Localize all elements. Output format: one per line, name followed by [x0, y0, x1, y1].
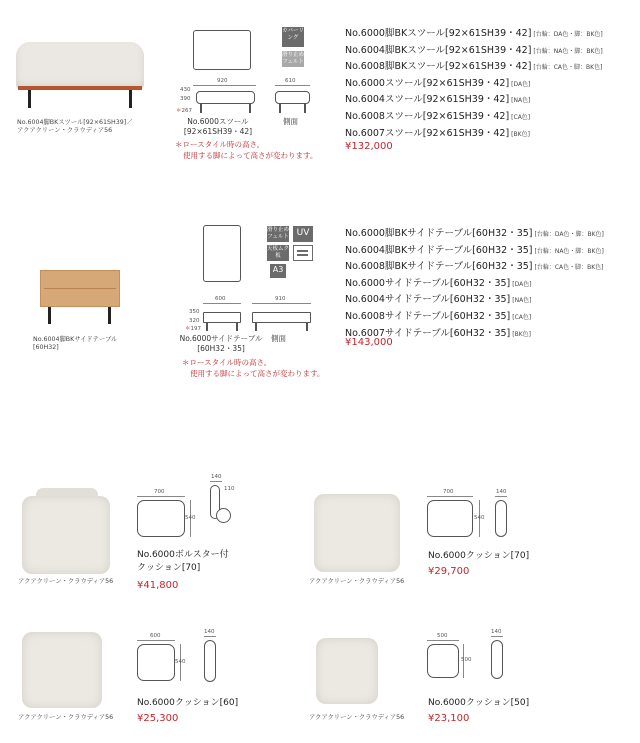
stool-photo	[16, 42, 144, 112]
cushion-3-name: No.6000クッション[60]	[137, 698, 239, 708]
side-table-product-list	[345, 226, 604, 342]
side-table-diagram-caption-line1: No.6000サイドテーブル	[179, 334, 263, 343]
stool-height-430: 430	[180, 87, 191, 93]
cushion-4-side-view	[491, 640, 503, 679]
stool-product-row: No.6000スツール[92×61SH39・42] [DA色]	[345, 77, 531, 89]
cushion-4-dim-height: 500	[461, 657, 472, 663]
side-table-product-row: No.6008サイドテーブル[60H32・35] [CA色]	[345, 310, 532, 322]
stool-height-267: 267	[181, 108, 193, 114]
cushion-3-dim-depth: 140	[204, 629, 215, 635]
cushion-4-dim-width: 500	[437, 633, 448, 639]
stool-product-row: No.6004スツール[92×61SH39・42] [NA色]	[345, 94, 531, 106]
bolster-cushion-photo	[22, 488, 110, 574]
cushion-3-dim-height: 540	[175, 659, 186, 665]
cushion-1-dim-bolster: 110	[224, 486, 235, 492]
side-table-height-350: 350	[189, 309, 200, 315]
cushion-1-dim-depth: 140	[211, 474, 222, 480]
felt-badge: 滑り止めフェルト	[282, 51, 304, 67]
side-table-height-320: 320	[189, 317, 200, 324]
a3-badge: A3	[270, 264, 286, 278]
cushion-3-caption: アクアクリーン・クラウディア56	[18, 714, 114, 721]
side-table-product-row: No.6007サイドテーブル[60H32・35] [BK色]	[345, 327, 531, 339]
cushion-2-name: No.6000クッション[70]	[428, 551, 530, 561]
cushion-1-name-line1: No.6000ボルスター付	[137, 550, 229, 560]
cushion-1-name-line2: クッション[70]	[137, 563, 201, 573]
side-table-top-view	[203, 225, 241, 282]
cushion-4-front-view	[427, 644, 459, 678]
side-table-note-line1: ＊ロースタイル時の高さ。	[182, 358, 272, 367]
side-table-product-row: No.6000脚BKサイドテーブル[60H32・35] [台輪：DA色・脚：BK色]	[345, 228, 604, 239]
stool-height-390: 390	[180, 96, 191, 102]
cushion-4-dim-depth: 140	[491, 629, 502, 635]
bolster-circle-view	[216, 508, 231, 523]
cushion-70-photo	[314, 494, 400, 572]
cushion-2-dim-width: 700	[443, 489, 454, 495]
cushion-1-front-view	[137, 500, 185, 537]
stool-note-line1: ＊ロースタイル時の高さ。	[175, 140, 265, 149]
stool-side-view	[275, 91, 310, 104]
side-table-side-view	[252, 312, 311, 323]
side-table-height-197: 197	[190, 326, 202, 332]
uv-badge: UV	[293, 226, 313, 242]
side-table-note-line2: 使用する脚によって高さが変わります。	[190, 368, 325, 378]
cushion-4-caption: アクアクリーン・クラウディア56	[309, 714, 405, 721]
side-table-caption-line2: [60H32]	[33, 344, 59, 351]
cushion-60-photo	[22, 632, 102, 708]
side-table-price: ¥143,000	[345, 337, 393, 348]
stool-product-list	[345, 26, 603, 142]
cushion-2-front-view	[427, 500, 473, 537]
side-table-dim-depth: 910	[275, 296, 286, 302]
cushion-3-dim-width: 600	[150, 633, 161, 639]
cushion-3-price: ¥25,300	[137, 713, 179, 724]
stool-dim-depth: 610	[285, 78, 296, 84]
stool-side-label: 側面	[283, 117, 298, 126]
side-table-caption-line1: No.6004脚BKサイドテーブル	[33, 336, 118, 343]
stool-top-view	[193, 30, 251, 70]
cushion-4-name: No.6000クッション[50]	[428, 698, 530, 708]
cushion-2-dim-height: 540	[474, 515, 485, 521]
stool-caption-line1: No.6004脚BKスツール[92×61SH39]／	[17, 119, 133, 126]
cushion-3-front-view	[137, 644, 175, 681]
cushion-1-caption: アクアクリーン・クラウディア56	[18, 578, 114, 585]
stool-product-row: No.6000脚BKスツール[92×61SH39・42] [台輪：DA色・脚：BK色]	[345, 28, 603, 39]
stool-note-line2: 使用する脚によって高さが変わります。	[183, 150, 318, 160]
side-table-dim-width: 600	[215, 296, 226, 302]
stool-product-row: No.6004脚BKスツール[92×61SH39・42] [台輪：NA色・脚：BK色]	[345, 44, 603, 56]
cushion-2-dim-depth: 140	[496, 489, 507, 495]
side-table-product-row: No.6004サイドテーブル[60H32・35] [NA色]	[345, 294, 532, 306]
cushion-2-side-view	[495, 500, 507, 537]
side-table-photo	[40, 270, 120, 326]
cushion-3-side-view	[204, 640, 216, 682]
side-table-diagram-caption-line2: [60H32・35]	[197, 343, 245, 353]
cushion-50-photo	[316, 638, 378, 704]
cushion-1-dim-width: 700	[154, 489, 165, 495]
side-table-product-row: No.6008脚BKサイドテーブル[60H32・35] [台輪：CA色・脚：BK色]	[345, 261, 604, 273]
document-icon	[293, 245, 313, 261]
stool-diagram-caption-line1: No.6000スツール	[187, 117, 249, 126]
side-table-product-row: No.6004脚BKサイドテーブル[60H32・35] [台輪：NA色・脚：BK色]	[345, 244, 604, 256]
stool-product-row: No.6007スツール[92×61SH39・42] [BK色]	[345, 127, 530, 139]
solid-wood-top-badge: 天板ムク板	[267, 245, 289, 261]
stool-product-row: No.6008スツール[92×61SH39・42] [CA色]	[345, 110, 531, 122]
stool-dim-width: 920	[217, 78, 228, 84]
stool-product-row: No.6008脚BKスツール[92×61SH39・42] [台輪：CA色・脚：BK色]	[345, 61, 603, 73]
cushion-1-price: ¥41,800	[137, 580, 179, 591]
cushion-1-dim-height: 540	[185, 515, 196, 521]
cushion-2-caption: アクアクリーン・クラウディア56	[309, 578, 405, 585]
covering-badge: カバーリング	[282, 27, 304, 47]
stool-caption-line2: アクアクリーン・クラウディア56	[17, 127, 113, 134]
side-table-product-row: No.6000サイドテーブル[60H32・35] [DA色]	[345, 277, 532, 289]
stool-diagram-caption-line2: [92×61SH39・42]	[183, 126, 253, 136]
stool-price: ¥132,000	[345, 141, 393, 152]
side-table-side-label: 側面	[271, 334, 286, 343]
cushion-4-price: ¥23,100	[428, 713, 470, 724]
felt-badge: 滑り止めフェルト	[267, 226, 289, 242]
cushion-2-price: ¥29,700	[428, 566, 470, 577]
stool-front-view	[196, 91, 255, 104]
side-table-front-view	[203, 312, 241, 323]
